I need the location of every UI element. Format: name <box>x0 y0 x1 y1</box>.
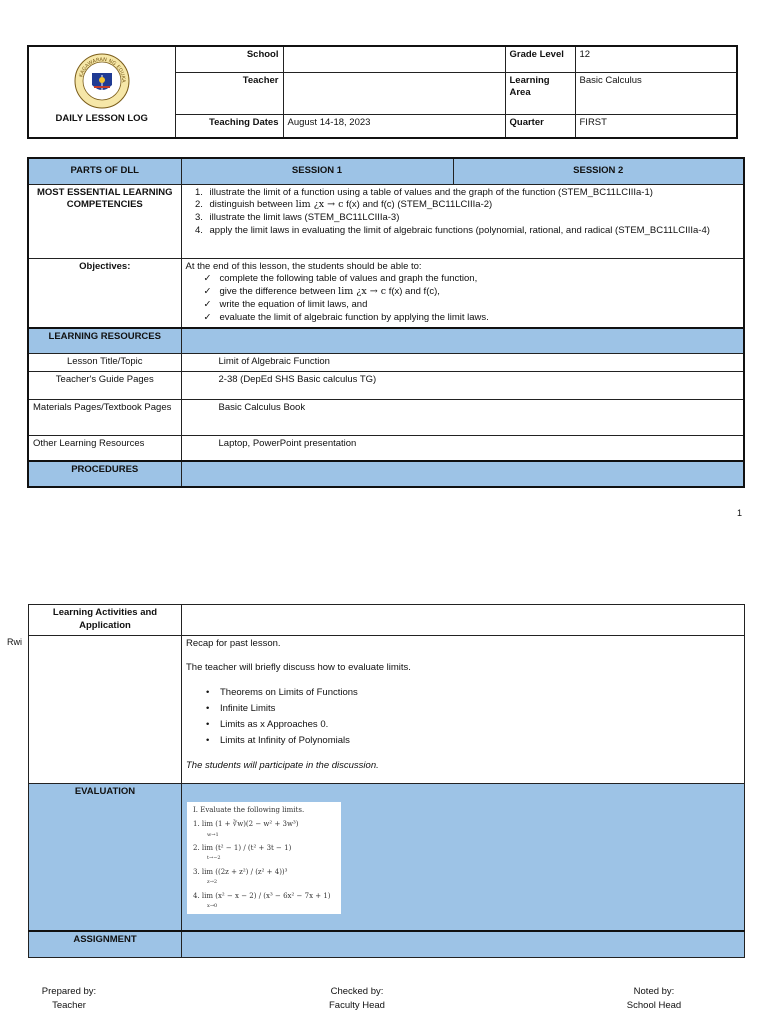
margin-note: Rwi <box>7 637 22 647</box>
objective-item: ✓ complete the following table of values and graph the function, <box>220 273 740 286</box>
header-table <box>27 45 738 139</box>
grade-value[interactable]: 12 <box>575 46 737 72</box>
assignment-label: ASSIGNMENT <box>29 931 182 957</box>
school-value[interactable] <box>283 46 505 72</box>
page-number: 1 <box>736 508 742 518</box>
area-value[interactable]: Basic Calculus <box>575 72 737 114</box>
eval-item-subscript: t→−2 <box>207 855 221 862</box>
melc-item-tail: f(x) and f(c) (STEM_BC11LCIIIa-2) <box>346 199 493 211</box>
tg-value: 2-38 (DepEd SHS Basic calculus TG) <box>181 371 744 399</box>
learning-resources-value <box>181 328 744 354</box>
signature-role: Teacher <box>52 999 86 1011</box>
objective-text: give the difference between <box>219 286 336 298</box>
col-session2-header: SESSION 2 <box>453 158 744 184</box>
signature-label: Checked by: <box>330 986 384 997</box>
activities-content <box>182 635 745 783</box>
melc-item: 3. illustrate the limit laws (STEM_BC11LCIIIa-3) <box>206 212 740 225</box>
objective-item: ✓ evaluate the limit of algebraic function by applying the limit laws. <box>220 312 740 325</box>
topic-item: • Theorems on Limits of Functions <box>220 687 740 700</box>
signature-checked <box>325 985 389 1013</box>
dates-label: Teaching Dates <box>175 114 283 138</box>
eval-item-text: 3. lim ((2z + z²) / (z² + 4))³ <box>193 867 288 876</box>
melc-item: 4. apply the limit laws in evaluating the limit of algebraic functions (polynomial, rational, and radical (STEM_BC11LCIIIa-4) <box>206 225 740 238</box>
activities-label: Learning Activities and Application <box>29 605 182 636</box>
eval-item-subscript: z→2 <box>207 879 218 886</box>
eval-item <box>193 820 335 839</box>
eval-item <box>193 844 335 863</box>
discuss-text: The teacher will briefly discuss how to evaluate limits. <box>186 662 411 674</box>
melc-item-text: distinguish between <box>209 199 293 211</box>
eval-item-text: 1. lim (1 + ∛w)(2 − w² + 3w³) <box>193 820 299 829</box>
evaluation-image <box>187 802 341 914</box>
eval-item-subscript: x→0 <box>207 903 218 910</box>
melc-content <box>181 184 744 258</box>
dates-value[interactable]: August 14-18, 2023 <box>283 114 505 138</box>
quarter-label: Quarter <box>505 114 575 138</box>
eval-item <box>193 892 335 911</box>
teacher-value[interactable] <box>283 72 505 114</box>
evaluation-label: EVALUATION <box>29 783 182 931</box>
eval-item-subscript: w→1 <box>207 831 219 838</box>
signature-role: School Head <box>626 999 682 1011</box>
eval-item-text: 2. lim (t² − 1) / (t² + 3t − 1) <box>193 843 292 852</box>
objectives-intro: At the end of this lesson, the students should be able to: <box>185 260 422 272</box>
tg-label: Teacher's Guide Pages <box>28 371 181 399</box>
signature-prepared <box>40 985 98 1013</box>
lesson-title-label: Lesson Title/Topic <box>28 354 181 372</box>
activities-left-cell <box>29 635 182 783</box>
signature-noted <box>622 985 686 1013</box>
topic-item: • Limits as x Approaches 0. <box>220 719 740 732</box>
participation-text: The students will participate in the discussion. <box>186 759 379 771</box>
learning-resources-label: LEARNING RESOURCES <box>28 328 181 354</box>
activities-header-value <box>182 605 745 636</box>
procedures-value <box>181 461 744 487</box>
topic-item: • Limits at Infinity of Polynomials <box>220 735 740 748</box>
materials-label: Materials Pages/Textbook Pages <box>28 399 181 435</box>
recap-text: Recap for past lesson. <box>186 637 281 649</box>
objective-tail: f(x) and f(c), <box>388 286 440 298</box>
deped-seal-logo <box>74 53 130 109</box>
logo-cell <box>28 46 175 138</box>
eval-item <box>193 868 335 887</box>
log-title: DAILY LESSON LOG <box>55 113 148 124</box>
signature-label: Prepared by: <box>41 986 97 997</box>
materials-value: Basic Calculus Book <box>181 399 744 435</box>
melc-item <box>206 199 740 212</box>
objectives-list <box>186 273 740 324</box>
objectives-label: Objectives: <box>28 258 181 328</box>
melc-label: MOST ESSENTIAL LEARNING COMPETENCIES <box>28 184 181 258</box>
quarter-value[interactable]: FIRST <box>575 114 737 138</box>
signature-label: Noted by: <box>633 986 675 997</box>
signature-role: Faculty Head <box>329 999 385 1011</box>
topic-item: • Infinite Limits <box>220 703 740 716</box>
col-parts-header: PARTS OF DLL <box>28 158 181 184</box>
other-resources-label: Other Learning Resources <box>28 435 181 461</box>
seal-text: KAGAWARAN NG EDUKA <box>78 56 126 83</box>
assignment-value <box>182 931 745 957</box>
school-label: School <box>175 46 283 72</box>
limit-expression: lim ¿x → c <box>338 286 387 298</box>
objective-item: ✓ write the equation of limit laws, and <box>220 299 740 312</box>
col-session1-header: SESSION 1 <box>181 158 453 184</box>
limit-expression: lim ¿x → c <box>295 199 344 211</box>
topics-list <box>186 687 740 747</box>
area-label: Learning Area <box>505 72 575 114</box>
dll-table <box>27 157 745 488</box>
lesson-title-value: Limit of Algebraic Function <box>181 354 744 372</box>
eval-heading: I. Evaluate the following limits. <box>193 805 305 814</box>
objectives-content <box>181 258 744 328</box>
activities-table <box>28 604 745 958</box>
eval-item-text: 4. lim (x² − x − 2) / (x³ − 6x² − 7x + 1) <box>193 891 331 900</box>
objective-item <box>220 286 740 299</box>
other-resources-value: Laptop, PowerPoint presentation <box>181 435 744 461</box>
evaluation-content <box>182 783 745 931</box>
procedures-label: PROCEDURES <box>28 461 181 487</box>
melc-list <box>186 187 740 238</box>
teacher-label: Teacher <box>175 72 283 114</box>
melc-item: 1. illustrate the limit of a function using a table of values and the graph of the function (STEM_BC11LCIIIa-1) <box>206 187 740 200</box>
grade-label: Grade Level <box>505 46 575 72</box>
